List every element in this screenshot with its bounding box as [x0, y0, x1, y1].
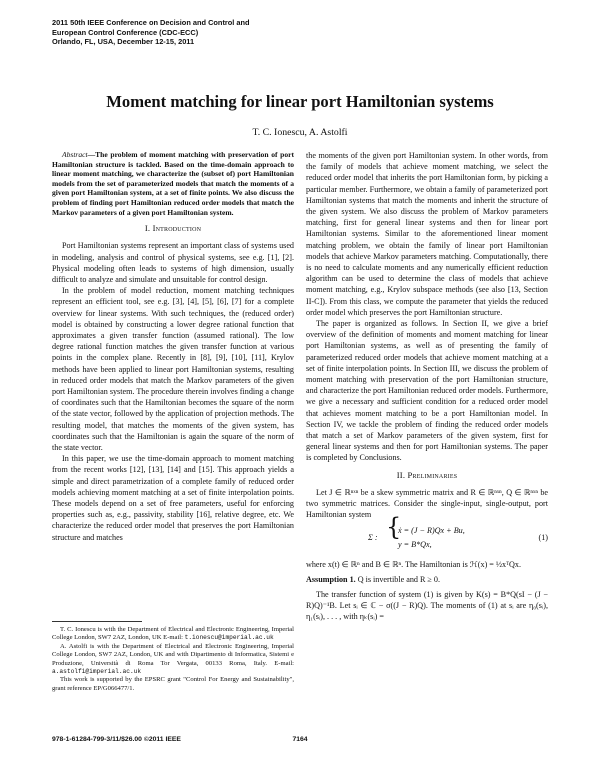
intro-paragraph-4: The paper is organized as follows. In Section II, we give a brief overview of the definition of moments and moment matching for linear port Hamiltonian systems, as well as of presenting the family of parameterized reduced order models that achieve moment matching at a set of finite interpolation points. In Section III, we discuss the problem of moment matching with preservation of the port Hamiltonian structure, and characterize the port Hamiltonian reduced order models. Furthermore, we give a necessary and sufficient condition for a reduced order model that achieves moment matching to be a port Hamiltonian model. In Section IV, we tackle the problem of finding the reduced order models that match a set of Markov parameters of the given system, first for general linear systems and then for port Hamiltonian systems. The paper is completed by Conclusions.	[306, 319, 548, 463]
preliminaries-paragraph-3: The transfer function of system (1) is given by K(s) = B*Q(sI − (J − R)Q)⁻¹B. Let sᵢ ∈ ℂ − σ((J − R)Q). The moments of (1) at sᵢ are η₀(sᵢ), η₁(sᵢ), . . . , with ηₖ(sᵢ) =	[306, 589, 548, 622]
system-equation	[306, 512, 548, 553]
equation-line-1: ẋ = (J − R)Qx + Bu,	[398, 525, 465, 535]
left-column	[52, 150, 294, 543]
assumption-text: Q is invertible and R ≥ 0.	[355, 574, 441, 584]
abstract-text: —The problem of moment matching with preservation of port Hamiltonian structure is tackled. Based on the time-domain approach to linear moment matching, we characterize the (subset of) port Hamiltonian models from the set of parameterized models that match the moments of a given port Hamiltonian system, at a set of finite points. We also discuss the problem of finding port Hamiltonian reduced order models that match the Markov parameters of a given port Hamiltonian system.	[52, 150, 294, 217]
equation-brace: {	[386, 512, 402, 541]
footnotes	[52, 626, 294, 693]
assumption-label: Assumption 1.	[306, 574, 356, 584]
footnote-author-2-email: a.astolfi@imperial.ac.uk	[52, 668, 142, 676]
footnote-funding: This work is supported by the EPSRC grant "Control For Energy and Sustainability", grant reference EP/G066477/1.	[52, 676, 294, 692]
intro-paragraph-1: Port Hamiltonian systems represent an important class of systems used in modeling, analysis and control of physical systems, see e.g. [1], [2]. Physical modeling often leads to systems of high dimension, usually difficult to analyze and simulate and unsuitable for control design.	[52, 241, 294, 284]
intro-paragraph-3: In this paper, we use the time-domain approach to moment matching from the recent works [12], [13], [14] and [15]. This approach yields a simple and direct parametrization of a complete family of reduced order models achieving moment matching at a set of finite interpolation points. These models depend on a set of free parameters, useful for enforcing properties such as, e.g., passivity, stability [16], relative degree, etc. We characterize the reduced order model that preserves the port Hamiltonian structure and matches	[52, 454, 294, 542]
footnote-divider	[52, 621, 142, 622]
footer-isbn: 978-1-61284-799-3/11/$26.00 ©2011 IEEE	[52, 736, 181, 743]
conference-header	[52, 18, 312, 47]
intro-paragraph-3-continued: the moments of the given port Hamiltonian system. In other words, from the family of models that achieve moment matching, we select the reduced order model that inherits the port Hamiltonian form, by picking a particular member. Furthermore, we obtain a family of parameterized port Hamiltonian systems that match the moments and inherit the structure of the given system. We also discuss the problem of Markov parameters matching, first for general linear systems and then for linear port Hamiltonian systems. Similar to the aforementioned linear moment matching problem, we obtain the family of linear port Hamiltonian models that achieve Markov parameters matching. Computationally, there is no need to calculate moments and any numerically efficient reduction algorithm can be used to determine the class of models that achieve moment matching, e.g., Krylov subspace methods (see also [13, Section II-C]). From this class, we compute the parameter that yields the reduced order model which preserves the port Hamiltonian structure.	[306, 151, 548, 317]
equation-number: (1)	[538, 532, 548, 542]
conference-line-3: Orlando, FL, USA, December 12-15, 2011	[52, 37, 195, 47]
paper-title: Moment matching for linear port Hamiltonian systems	[106, 92, 494, 111]
preliminaries-paragraph-2: where x(t) ∈ ℝⁿ and B ∈ ℝⁿ. The Hamiltonian is ℋ(x) = ½xᵀQx.	[306, 559, 521, 569]
equation-line-2: y = B*Qx,	[398, 539, 432, 549]
equation-lhs: Σ :	[368, 532, 378, 542]
footnote-author-1-text: T. C. Ionescu is with the Department of Electrical and Electronic Engineering, Imperial College London, SW7 2AZ, London, UK E-mail:	[52, 626, 294, 642]
footnote-author-1-email: t.ionescu@imperial.ac.uk	[184, 634, 274, 642]
section-heading-preliminaries: II. Preliminaries	[396, 469, 458, 480]
footnote-author-1	[52, 626, 294, 643]
section-heading-introduction: I. Introduction	[144, 223, 202, 234]
right-column	[306, 150, 548, 623]
abstract-label: Abstract	[62, 150, 88, 159]
abstract	[52, 150, 294, 217]
footnote-author-2-text: A. Astolfi is with the Department of Electrical and Electronic Engineering, Imperial College London, SW7 2AZ, London, UK and with Dipartimento di Informatica, Sistemi e Produzione, Università di Roma Tor Vergata, 00133 Roma, Italy. E-mail:	[52, 642, 294, 667]
assumption-1	[306, 574, 548, 585]
intro-paragraph-2: In the problem of model reduction, moment matching techniques represent an efficient tool, see e.g. [3], [4], [5], [6], [7] for a complete overview for linear systems. With such techniques, the (reduced order) model is obtained by constructing a lower degree rational function that approximates a given transfer function (assumed rational). The low degree rational function matches the given transfer function at various points in the complex plane. Recently in [8], [9], [10], [11], Krylov methods have been applied to linear port Hamiltonian systems, resulting in reduced order models that match the Markov parameters of the given port Hamiltonian system. The procedure therein involves finding a change of coordinates such that the Hamiltonian becomes the square of the norm of the state vector, followed by the application of projection methods. The resulting model, that matches the moments of the given system, has coordinates such that the Hamiltonian is again the square of the norm of the state vector.	[52, 286, 294, 453]
footnote-author-2	[52, 643, 294, 677]
conference-line-2: European Control Conference (CDC-ECC)	[52, 27, 199, 37]
preliminaries-paragraph-1: Let J ∈ ℝⁿˣⁿ be a skew symmetric matrix and R ∈ ℝⁿˣⁿ, Q ∈ ℝⁿˣⁿ be two symmetric matrices. Consider the single-input, single-output, port Hamiltonian system	[306, 487, 548, 520]
footer-page-number: 7164	[292, 736, 308, 743]
paper-authors: T. C. Ionescu, A. Astolfi	[252, 127, 348, 138]
conference-line-1: 2011 50th IEEE Conference on Decision and Control and	[52, 18, 250, 27]
